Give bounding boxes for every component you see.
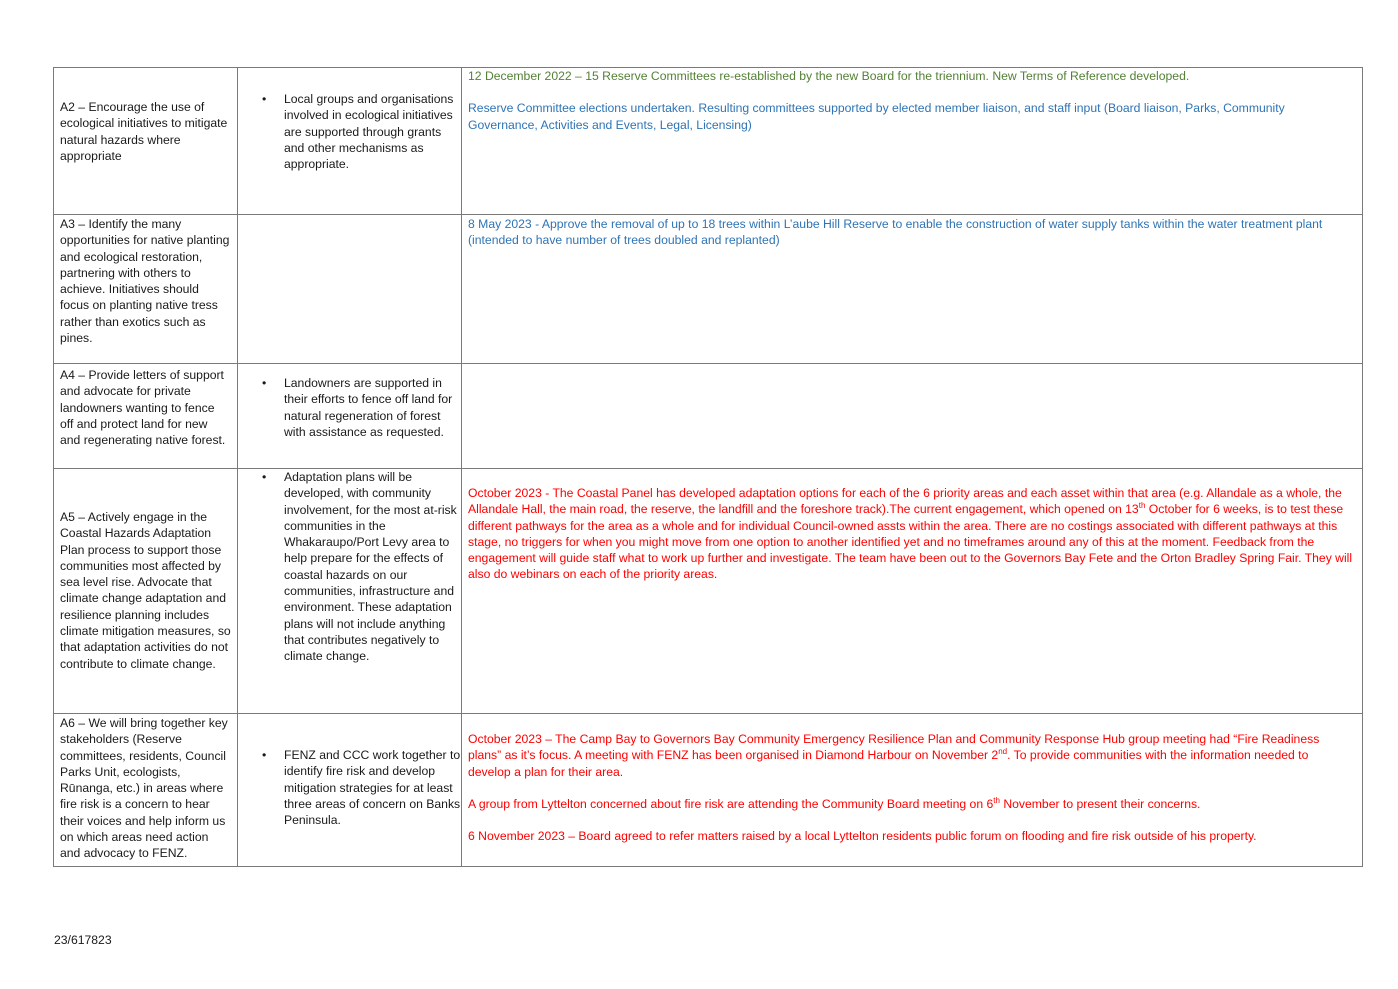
progress-note: 8 May 2023 - Approve the removal of up to 18 trees within L’aube Hill Reserve to enable the construction of water supply tanks within the water treatment plant (intended to have number of trees doubled and replanted)	[468, 217, 1323, 248]
progress-cell	[462, 68, 1363, 215]
progress-cell	[462, 469, 1363, 714]
action-text: A4 – Provide letters of support and advocate for private landowners wanting to fence off and protect land for new and regenerating native forest.	[60, 368, 226, 448]
outcome-item: • Adaptation plans will be developed, with community involvement, for the most at-risk communities in the Whakaraupo/Port Levy area to help prepare for the effects of coastal hazards on our communities, infrastructure and environment. These adaptation plans will not include anything that contributes negatively to climate change.	[284, 469, 461, 665]
outcome-cell	[238, 714, 462, 867]
progress-note: October 2023 – The Camp Bay to Governors Bay Community Emergency Resilience Plan and Community Response Hub group meeting had “Fire Readiness plans” as it’s focus. A meeting with FENZ has been organised in Diamond Harbour on November 2nd. To provide communities with the information needed to develop a plan for their area.	[468, 732, 1320, 779]
outcome-list	[238, 714, 461, 828]
outcome-cell	[238, 215, 462, 364]
action-text: A2 – Encourage the use of ecological initiatives to mitigate natural hazards where appropriate	[60, 100, 228, 163]
table-row	[54, 714, 1363, 867]
outcome-item: • FENZ and CCC work together to identify fire risk and develop mitigation strategies for at least three areas of concern on Banks Peninsula.	[284, 747, 461, 828]
progress-cell	[462, 714, 1363, 867]
outcome-cell	[238, 364, 462, 469]
outcome-cell	[238, 469, 462, 714]
document-reference: 23/617823	[54, 933, 112, 947]
table-row	[54, 364, 1363, 469]
outcome-list	[238, 364, 461, 440]
progress-note: 12 December 2022 – 15 Reserve Committees re-established by the new Board for the triennium. New Terms of Reference developed.	[468, 69, 1190, 83]
action-text: A6 – We will bring together key stakeholders (Reserve committees, residents, Council Parks Unit, ecologists, Rūnanga, etc.) in areas where fire risk is a concern to hear their voices and help inform us on which areas need action and advocacy to FENZ.	[60, 716, 228, 861]
action-cell	[54, 364, 238, 469]
action-cell	[54, 714, 238, 867]
action-text: A5 – Actively engage in the Coastal Hazards Adaptation Plan process to support those communities most affected by sea level rise. Advocate that climate change adaptation and resilience planning includes climate mitigation measures, so that adaptation activities do not contribute to climate change.	[60, 510, 231, 671]
outcome-cell	[238, 68, 462, 215]
outcome-list	[238, 469, 461, 665]
outcome-item: • Landowners are supported in their efforts to fence off land for natural regeneration of forest with assistance as requested.	[284, 375, 461, 440]
table-row	[54, 215, 1363, 364]
table-row	[54, 469, 1363, 714]
progress-note: October 2023 - The Coastal Panel has developed adaptation options for each of the 6 priority areas and each asset within that area (e.g. Allandale as a whole, the Allandale Hall, the main road, the reserve, the landfill and the foreshore track).The current engagement, which opened on 13th October for 6 weeks, is to test these different pathways for the area as a whole and for individual Council-owned assts within the area. There are no costings associated with different pathways at this stage, no triggers for when you might move from one option to another identified yet and no timeframes around any of this at the moment. Feedback from the engagement will guide staff what to work up further and investigate. The team have been out to the Governors Bay Fete and the Orton Bradley Spring Fair. They will also do webinars on each of the priority areas.	[468, 486, 1353, 582]
progress-note: 6 November 2023 – Board agreed to refer matters raised by a local Lyttelton residents public forum on flooding and fire risk outside of his property.	[468, 829, 1257, 844]
outcome-item: • Local groups and organisations involved in ecological initiatives are supported through grants and other mechanisms as appropriate.	[284, 91, 461, 172]
progress-cell	[462, 215, 1363, 364]
action-cell	[54, 469, 238, 714]
action-cell	[54, 68, 238, 215]
progress-table	[53, 67, 1363, 867]
action-cell	[54, 215, 238, 364]
table-row	[54, 68, 1363, 215]
action-text: A3 – Identify the many opportunities for native planting and ecological restoration, partnering with others to achieve. Initiatives should focus on planting native tress rather than exotics such as pines.	[60, 217, 230, 346]
progress-cell	[462, 364, 1363, 469]
outcome-list	[238, 68, 461, 172]
progress-note: Reserve Committee elections undertaken. Resulting committees supported by elected member liaison, and staff input (Board liaison, Parks, Community Governance, Activities and Events, Legal, Licensing)	[468, 101, 1285, 132]
progress-note: A group from Lyttelton concerned about fire risk are attending the Community Board meeting on 6th November to present their concerns.	[468, 795, 1201, 811]
